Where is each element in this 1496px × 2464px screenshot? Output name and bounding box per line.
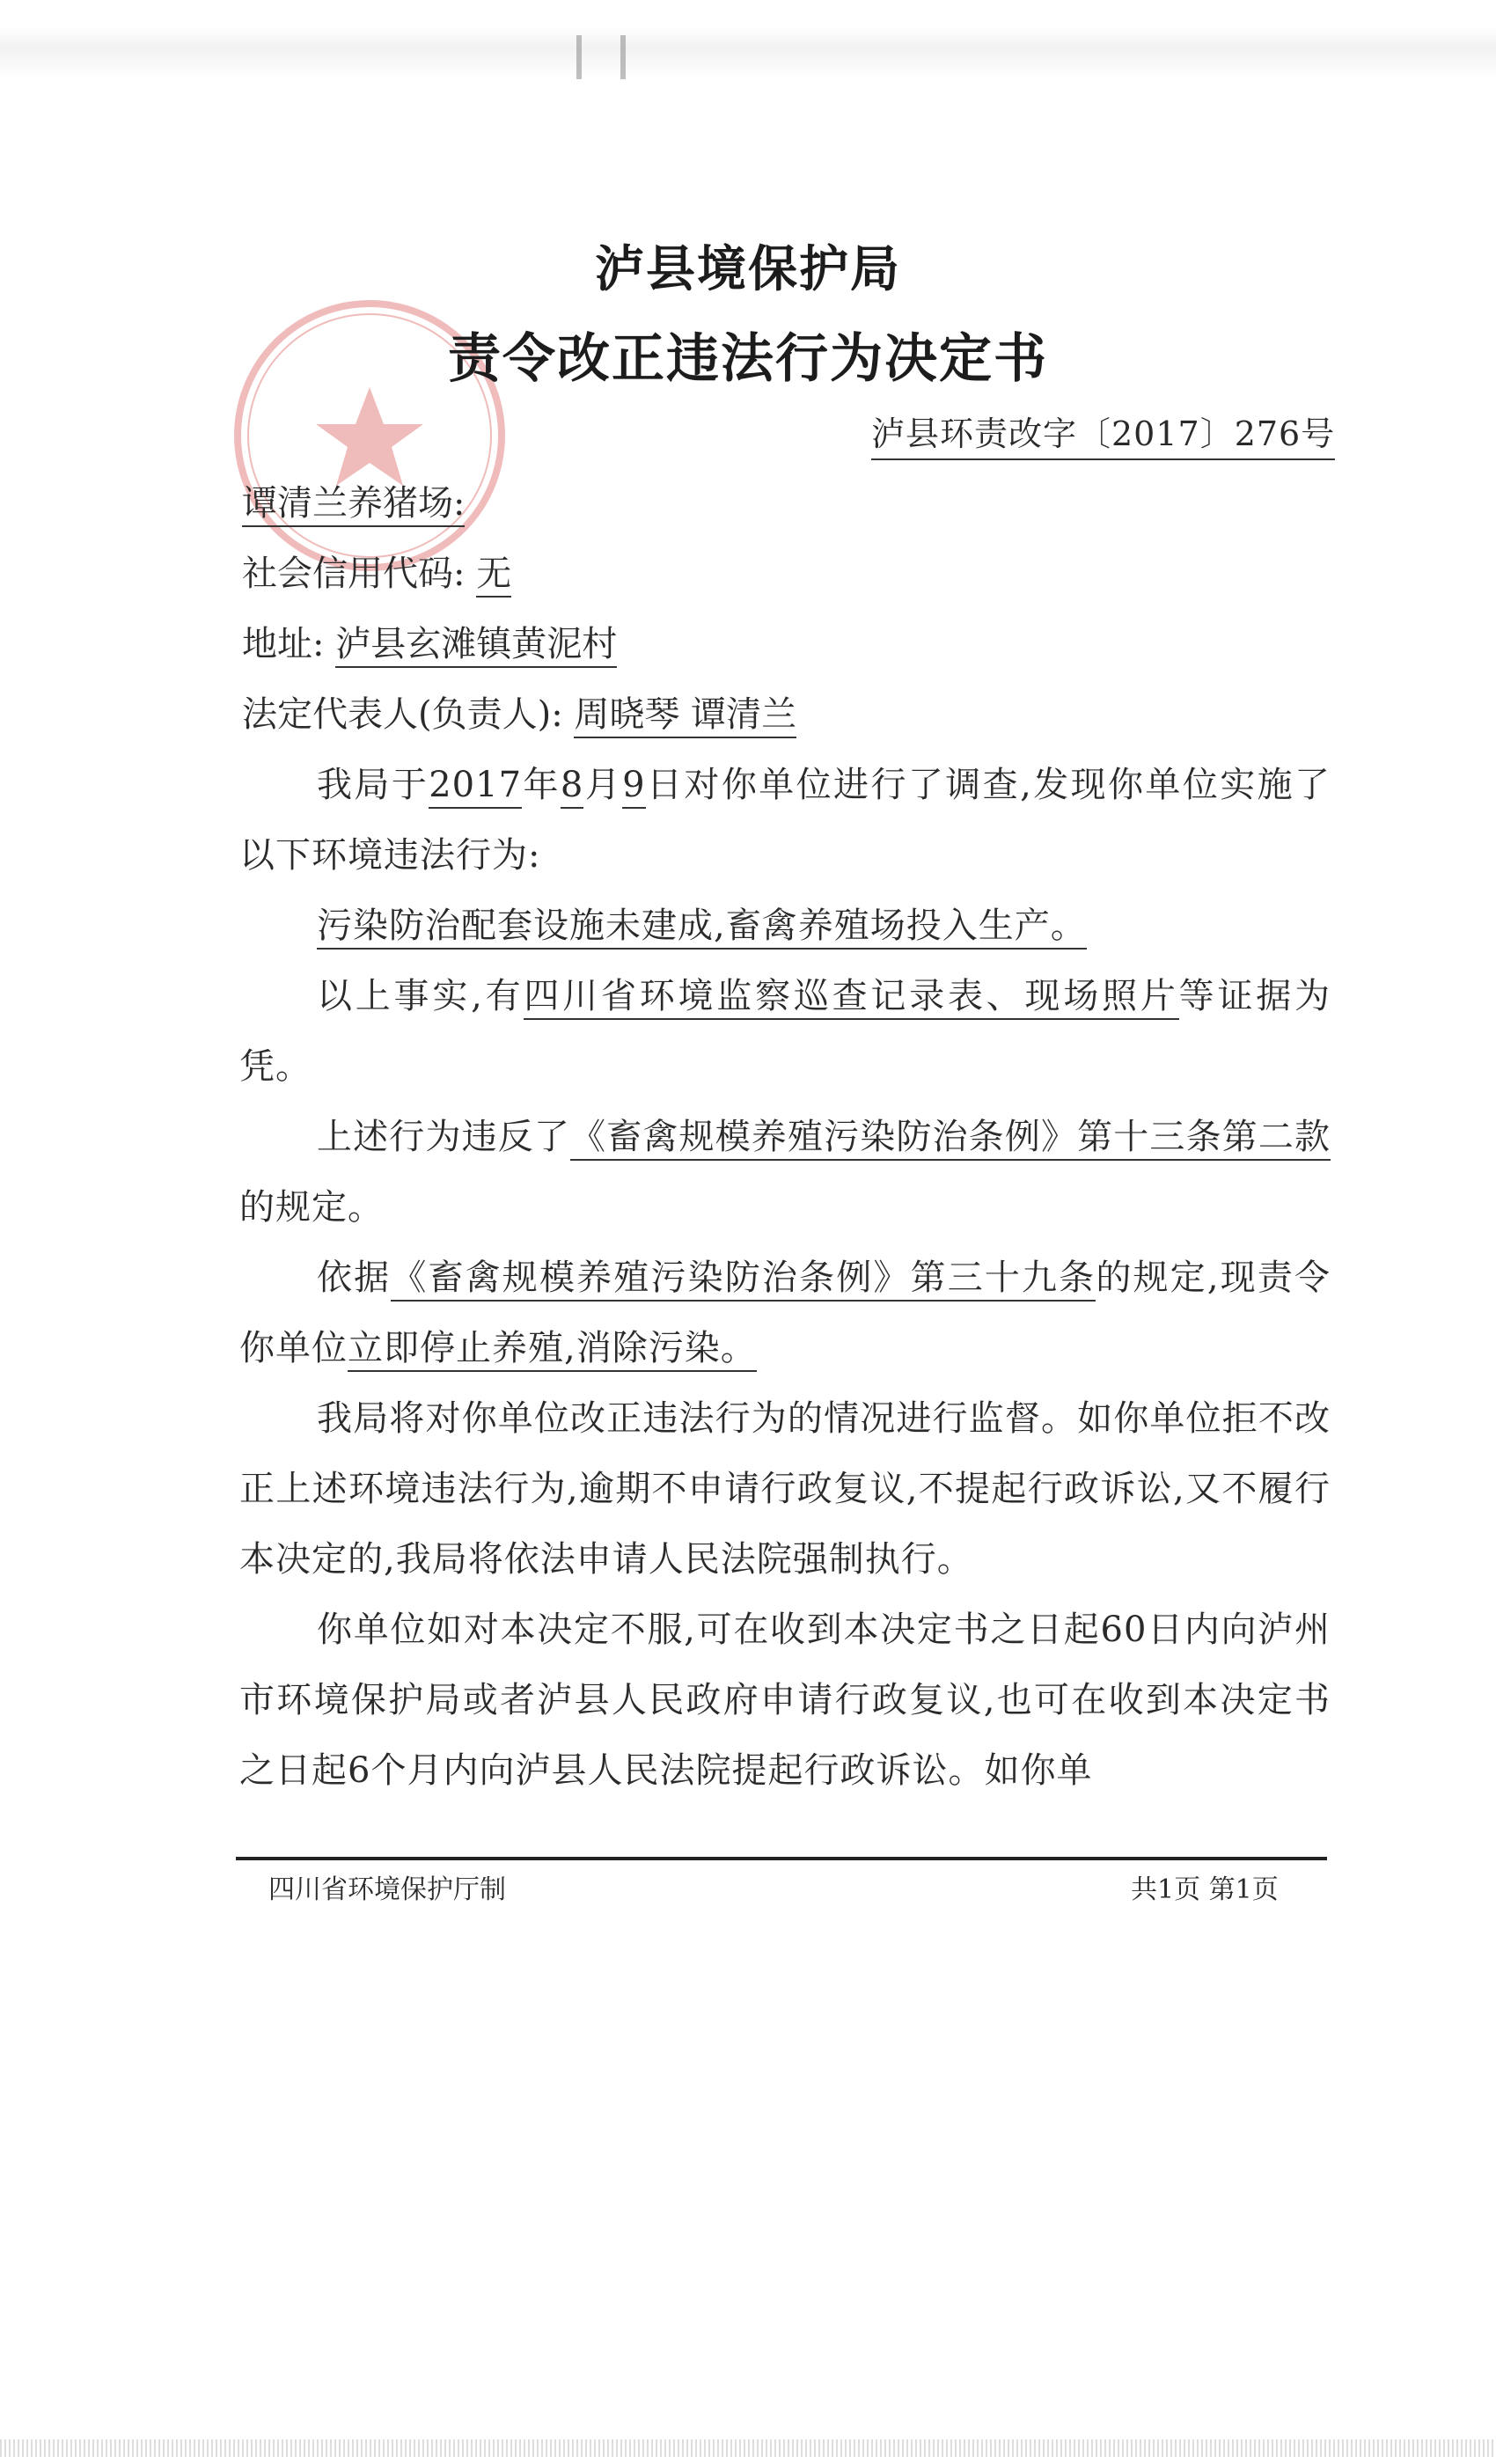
law-basis: 《畜禽规模养殖污染防治条例》第三十九条 xyxy=(391,1258,1096,1302)
violation-text: 污染防治配套设施未建成,畜禽养殖场投入生产。 xyxy=(317,906,1087,950)
agency-title: 泸县境保护局 xyxy=(595,241,901,298)
text: 依据 xyxy=(317,1258,392,1298)
text: 的规定。 xyxy=(239,1187,384,1228)
text: 上述行为违反了 xyxy=(317,1117,571,1157)
law-violated: 《畜禽规模养殖污染防治条例》第十三条第二款 xyxy=(570,1117,1331,1161)
legal-rep-line xyxy=(242,694,797,735)
paragraph-supervision: 我局将对你单位改正违法行为的情况进行监督。如你单位拒不改正上述环境违法行为,逾期不申请行政复议,不提起行政诉讼,又不履行本决定的,我局将依法申请人民法院强制执行。 xyxy=(239,1398,1331,1580)
correction-order: 立即停止养殖,消除污染。 xyxy=(348,1328,757,1372)
address-line xyxy=(242,624,618,664)
document-title: 责令改正违法行为决定书 xyxy=(448,328,1048,390)
text: 的规定,现责令你单位 xyxy=(239,1258,1331,1368)
scan-edge-top xyxy=(0,26,1496,79)
legal-rep-label: 法定代表人(负责人): xyxy=(242,694,563,735)
text: 我局于 xyxy=(317,765,429,805)
address-value: 泸县玄滩镇黄泥村 xyxy=(335,624,617,668)
paragraph-violation xyxy=(239,891,1331,961)
text: 日对你单位进行了调查,发现你单位实施了以下环境违法行为: xyxy=(239,765,1331,876)
credit-code-label: 社会信用代码: xyxy=(242,554,466,594)
text: 以上事实,有 xyxy=(317,976,524,1016)
paragraph-appeal: 你单位如对本决定不服,可在收到本决定书之日起60日内向泸州市环境保护局或者泸县人民政府申请行政复议,也可在收到本决定书之日起6个月内向泸县人民法院提起行政诉讼。如你单 xyxy=(239,1610,1331,1791)
investigation-year: 2017 xyxy=(429,765,522,809)
investigation-day: 9 xyxy=(622,765,645,809)
credit-code-line xyxy=(242,554,512,594)
text: 年 xyxy=(522,765,561,805)
footer-page-count: 共1页 第1页 xyxy=(1131,1874,1279,1905)
party-name: 谭清兰养猪场: xyxy=(242,483,465,527)
scan-edge-bottom xyxy=(0,2439,1496,2457)
paragraph-law-violated xyxy=(239,1102,1331,1243)
scan-mark xyxy=(576,35,582,79)
party-name-line xyxy=(242,483,466,524)
text: 月 xyxy=(583,765,623,805)
text: 等证据为凭。 xyxy=(239,976,1331,1087)
footer-rule xyxy=(236,1857,1327,1860)
paragraph-investigation xyxy=(239,750,1331,891)
footer-issuer: 四川省环境保护厅制 xyxy=(268,1874,506,1905)
credit-code-value: 无 xyxy=(476,554,511,598)
paragraph-evidence xyxy=(239,961,1331,1102)
legal-rep-value: 周晓琴 谭清兰 xyxy=(574,694,796,738)
address-label: 地址: xyxy=(242,624,325,664)
scan-mark xyxy=(620,35,626,79)
paragraph-order xyxy=(239,1243,1331,1383)
evidence-text: 四川省环境监察巡查记录表、现场照片 xyxy=(524,976,1178,1020)
document-number: 泸县环责改字〔2017〕276号 xyxy=(871,407,1335,460)
investigation-month: 8 xyxy=(561,765,583,809)
